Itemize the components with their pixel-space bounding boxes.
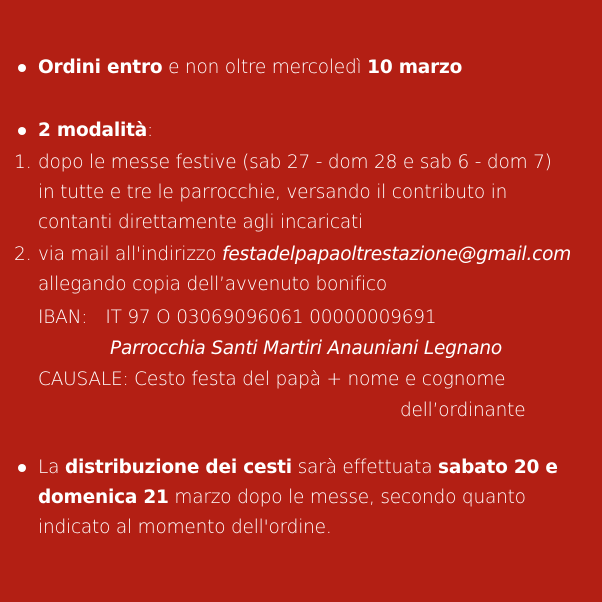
distribution-line2 bbox=[38, 482, 526, 514]
mode2-line1 bbox=[38, 239, 571, 271]
modes-heading bbox=[38, 115, 153, 147]
causale-line1: CAUSALE: Cesto festa del papà + nome e cognome bbox=[38, 369, 506, 390]
distribution-bold-a: distribuzione dei cesti bbox=[64, 457, 292, 478]
orders-deadline-bold: Ordini entro bbox=[38, 57, 163, 78]
causale-line2: dell’ordinante bbox=[400, 400, 526, 421]
distribution-bold-c: domenica 21 bbox=[38, 487, 169, 508]
distribution-line3: indicato al momento dell'ordine. bbox=[38, 517, 332, 538]
mode1-line3: contanti direttamente agli incaricati bbox=[38, 212, 363, 233]
list-number-1: 1. bbox=[14, 152, 32, 173]
beneficiary-name: Parrocchia Santi Martiri Anauniani Legnano bbox=[110, 338, 502, 359]
iban-label: IBAN: bbox=[38, 307, 88, 328]
bullet-icon bbox=[18, 464, 26, 472]
distribution-text-b: sarà effettuata bbox=[291, 457, 439, 478]
mode1-line2: in tutte e tre le parrocchie, versando il contributo in bbox=[38, 182, 508, 203]
modes-heading-colon: : bbox=[147, 120, 154, 141]
iban-value: IT 97 O 03069096061 00000009691 bbox=[105, 307, 437, 328]
mode2-line2: allegando copia dell’avvenuto bonifico bbox=[38, 274, 387, 295]
bullet-icon bbox=[18, 64, 26, 72]
contact-email: festadelpapaoltrestazione@gmail.com bbox=[222, 244, 572, 265]
orders-deadline-line bbox=[38, 52, 462, 84]
beneficiary-line bbox=[110, 333, 502, 365]
distribution-text-c: marzo dopo le messe, secondo quanto bbox=[168, 487, 526, 508]
distribution-bold-b: sabato 20 e bbox=[438, 457, 558, 478]
distribution-text-a: La bbox=[38, 457, 65, 478]
modes-heading-bold: 2 modalità bbox=[38, 120, 148, 141]
mode2-line1-prefix: via mail all'indirizzo bbox=[38, 244, 223, 265]
orders-deadline-text: e non oltre mercoledì bbox=[162, 57, 368, 78]
distribution-line1 bbox=[38, 452, 558, 484]
orders-deadline-date: 10 marzo bbox=[367, 57, 463, 78]
iban-line bbox=[38, 302, 436, 334]
list-number-2: 2. bbox=[14, 244, 32, 265]
mode1-line1: dopo le messe festive (sab 27 - dom 28 e sab 6 - dom 7) bbox=[38, 152, 552, 173]
bullet-icon bbox=[18, 127, 26, 135]
